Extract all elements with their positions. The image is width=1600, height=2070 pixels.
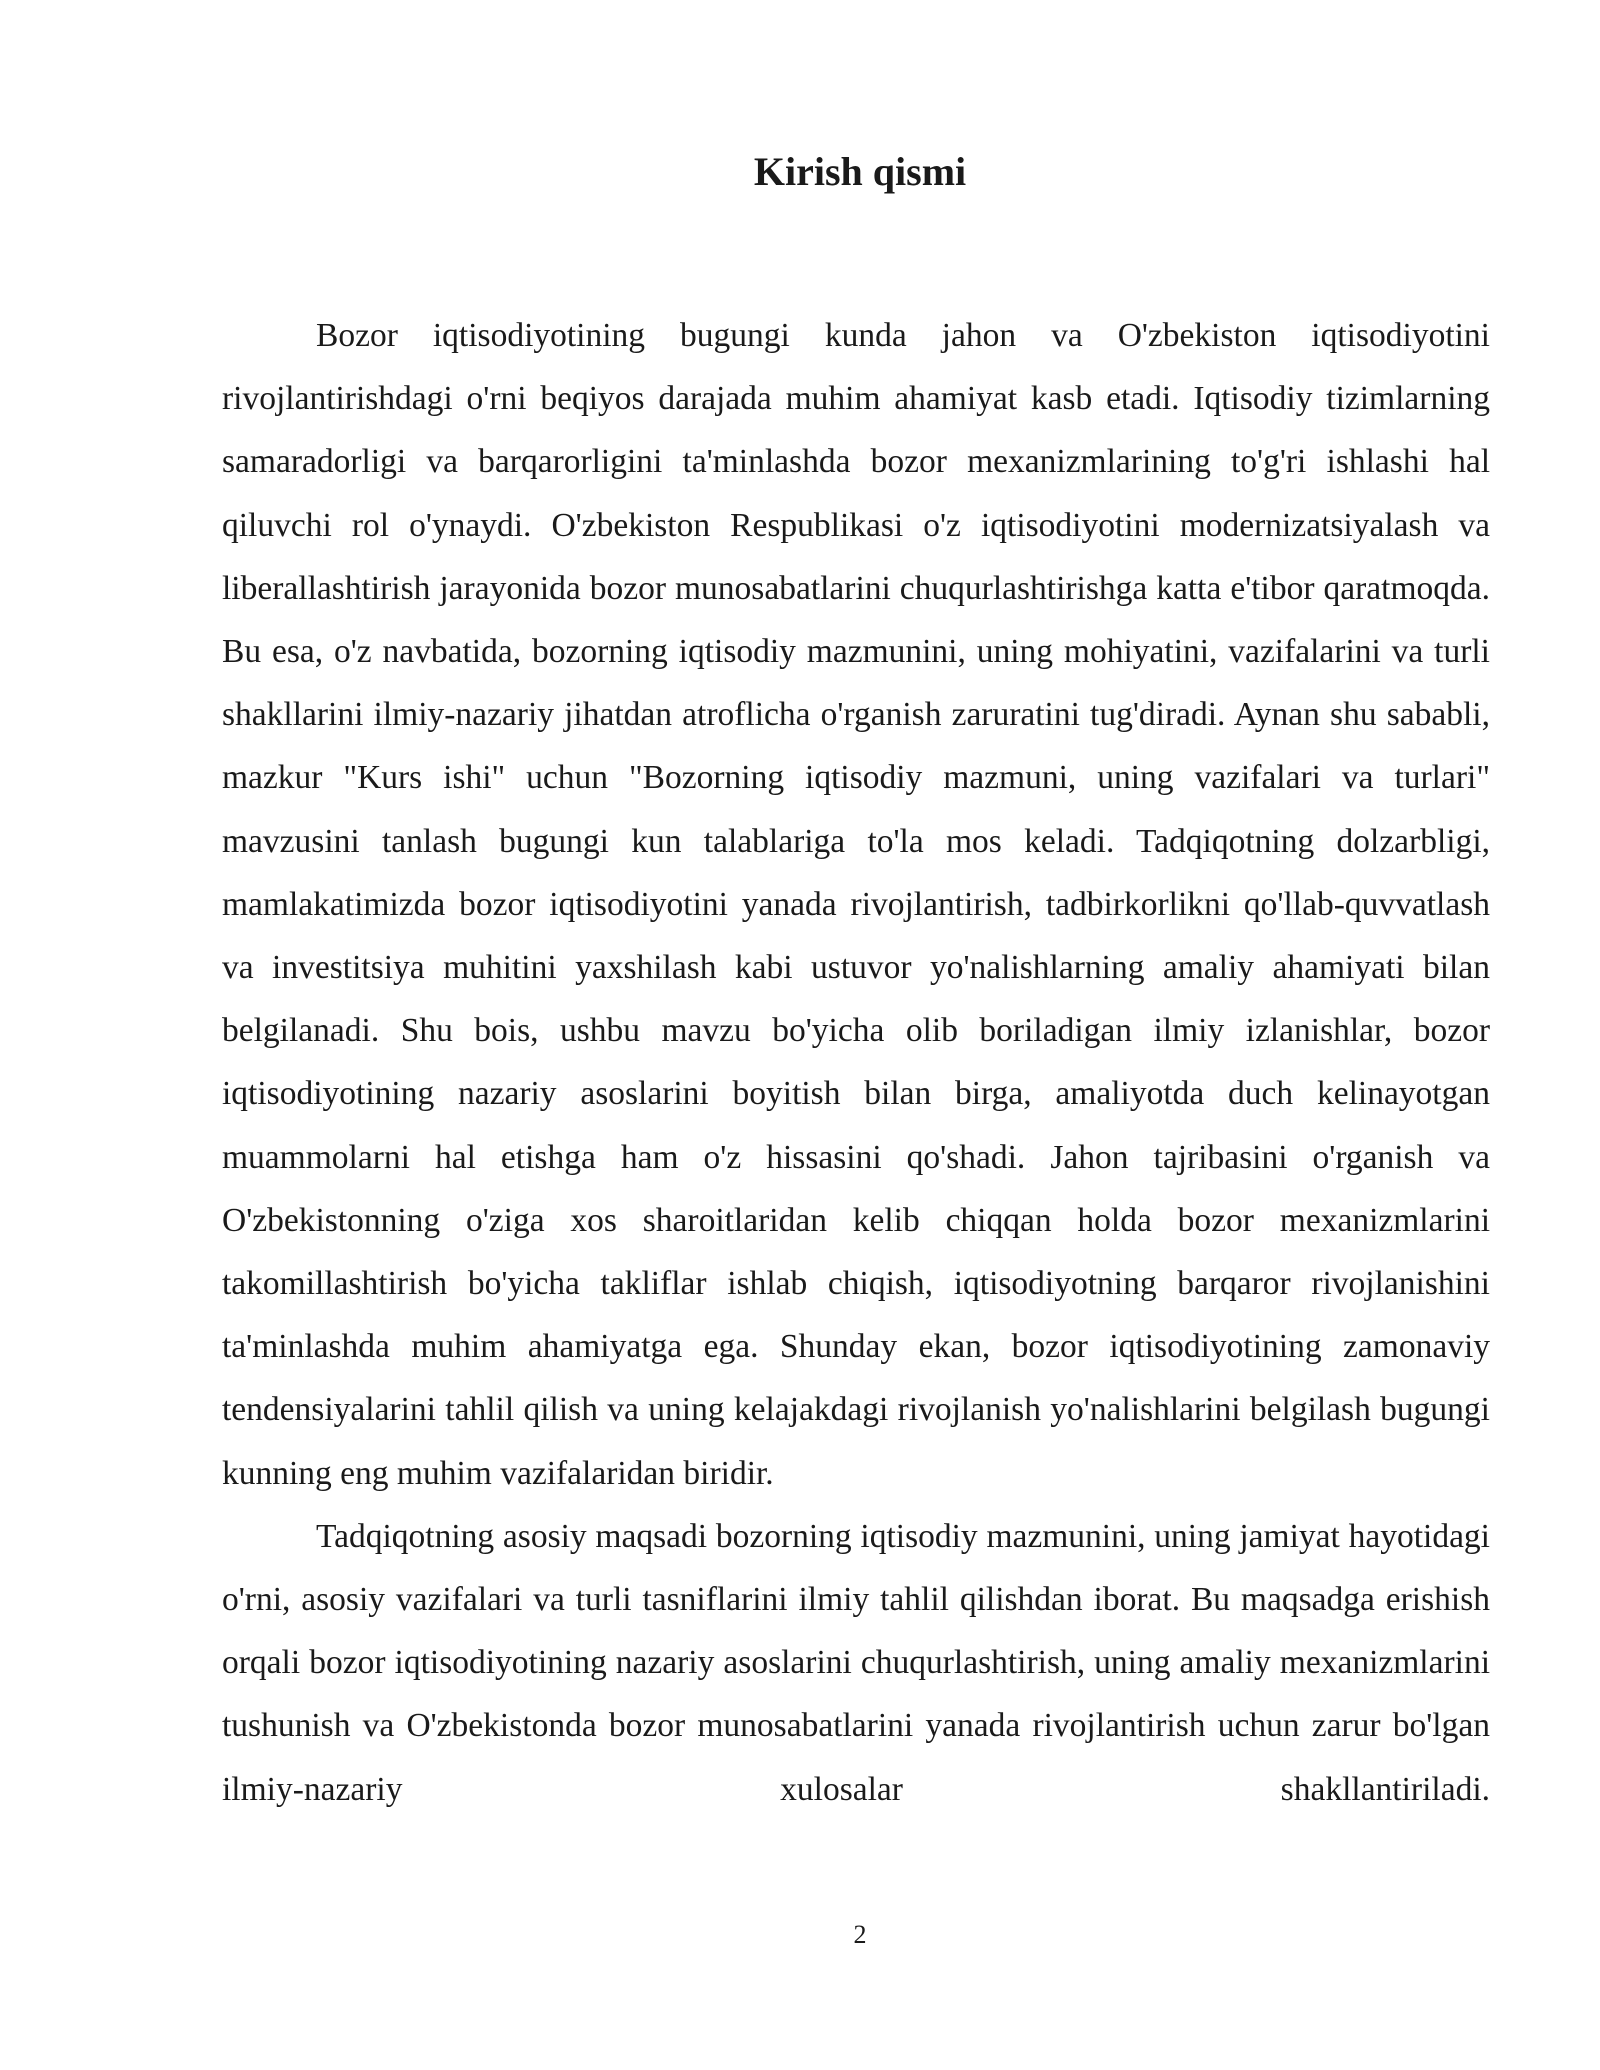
- section-title: Kirish qismi: [753, 149, 967, 194]
- body-text: [222, 304, 1490, 1821]
- page-number: 2: [853, 1920, 867, 1949]
- paragraph-research-goal: Tadqiqotning asosiy maqsadi bozorning iqtisodiy mazmunini, uning jamiyat hayotidagi o'rni, asosiy vazifalari va turli tasniflarini ilmiy tahlil qilishdan iborat. Bu maqsadga erishish orqali bozor iqtisodiyotining nazariy asoslarini chuqurlashtirish, uning amaliy mexanizmlarini tushunish va O'zbekistonda bozor munosabatlarini yanada rivojlantirish uchun zarur bo'lgan ilmiy-nazariy xulosalar shakllantiriladi.: [222, 1517, 1490, 1808]
- paragraph-introduction: Bozor iqtisodiyotining bugungi kunda jahon va O'zbekiston iqtisodiyotini rivojlantirishdagi o'rni beqiyos darajada muhim ahamiyat kasb etadi. Iqtisodiy tizimlarning samaradorligi va barqarorligini ta'minlashda bozor mexanizmlarining to'g'ri ishlashi hal qiluvchi rol o'ynaydi. O'zbekiston Respublikasi o'z iqtisodiyotini modernizatsiyalash va liberallashtirish jarayonida bozor munosabatlarini chuqurlashtirishga katta e'tibor qaratmoqda. Bu esa, o'z navbatida, bozorning iqtisodiy mazmunini, uning mohiyatini, vazifalarini va turli shakllarini ilmiy-nazariy jihatdan atroflicha o'rganish zaruratini tug'diradi. Aynan shu sababli, mazkur "Kurs ishi" uchun "Bozorning iqtisodiy mazmuni, uning vazifalari va turlari" mavzusini tanlash bugungi kun talablariga to'la mos keladi. Tadqiqotning dolzarbligi, mamlakatimizda bozor iqtisodiyotini yanada rivojlantirish, tadbirkorlikni qo'llab-quvvatlash va investitsiya muhitini yaxshilash kabi ustuvor yo'nalishlarning amaliy ahamiyati bilan belgilanadi. Shu bois, ushbu mavzu bo'yicha olib boriladigan ilmiy izlanishlar, bozor iqtisodiyotining nazariy asoslarini boyitish bilan birga, amaliyotda duch kelinayotgan muammolarni hal etishga ham o'z hissasini qo'shadi. Jahon tajribasini o'rganish va O'zbekistonning o'ziga xos sharoitlaridan kelib chiqqan holda bozor mexanizmlarini takomillashtirish bo'yicha takliflar ishlab chiqish, iqtisodiyotning barqaror rivojlanishini ta'minlashda muhim ahamiyatga ega. Shunday ekan, bozor iqtisodiyotining zamonaviy tendensiyalarini tahlil qilish va uning kelajakdagi rivojlanish yo'nalishlarini belgilash bugungi kunning eng muhim vazifalaridan biridir.: [222, 317, 1490, 1492]
